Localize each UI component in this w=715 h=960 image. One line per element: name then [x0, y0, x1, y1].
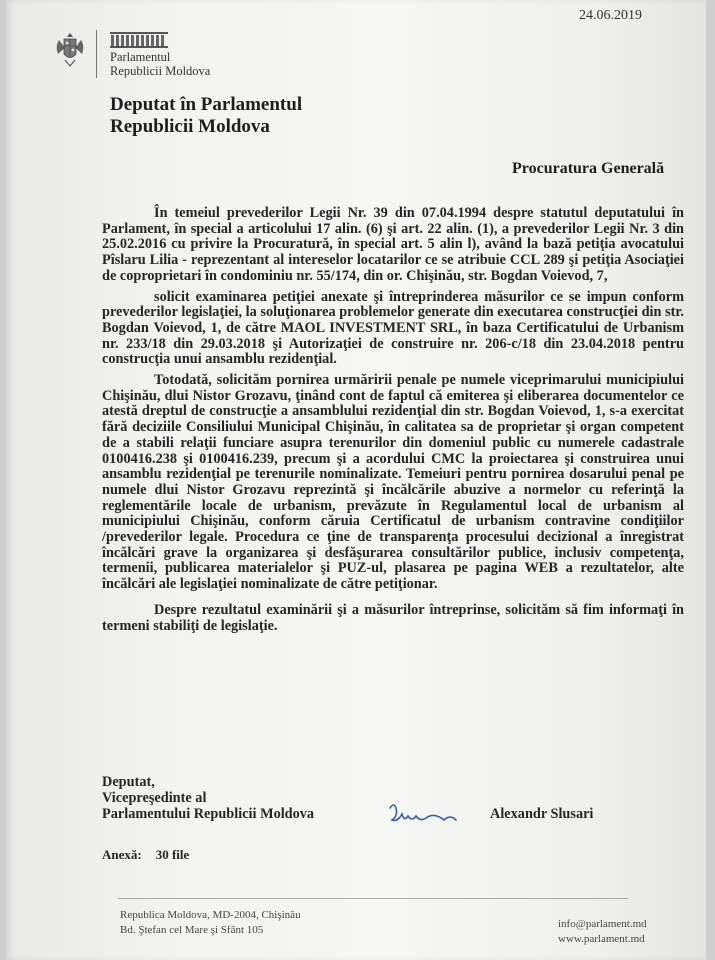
footer-address	[120, 908, 301, 938]
letter-body	[102, 206, 684, 634]
parliament-logo-text	[110, 50, 210, 78]
annex	[102, 847, 189, 863]
signature-block	[102, 774, 314, 822]
logo-line-1: Parlamentul	[110, 50, 171, 64]
sender-heading	[110, 94, 302, 138]
heading-line-2: Republicii Moldova	[110, 116, 270, 137]
signature-title-1: Deputat,	[102, 774, 155, 790]
parliament-building-icon	[110, 30, 170, 50]
signature-title-3: Parlamentului Republicii Moldova	[102, 806, 315, 822]
recipient: Procuratura Generală	[512, 160, 665, 177]
handwritten-signature	[386, 800, 476, 830]
paragraph-2: solicit examinarea petiţiei anexate şi întreprinderea măsurilor ce se impun conform prevederilor legislaţiei, la soluţionarea problemelor generate din executarea construcţiei din str. Bogdan Voievod, 1, de către MAOL INVESTMENT SRL, în baza Certificatului de Urbanism nr. 233/18 din 29.03.2018 şi Autorizaţiei de construire nr. 206-c/18 din 23.04.2018 pentru construcţia unui ansamblu rezidenţial.	[102, 288, 684, 368]
paragraph-4: Despre rezultatul examinării şi a măsurilor întreprinse, solicităm să fim informaţi în termeni stabiliţi de legislaţie.	[102, 601, 684, 634]
footer-contacts	[558, 917, 647, 947]
footer-email: info@parlament.md	[558, 918, 647, 930]
footer-divider	[118, 898, 628, 899]
paragraph-3: Totodată, solicităm pornirea urmăririi penale pe numele viceprimarului municipiului Chişinău, dlui Nistor Grozavu, ţinând cont de faptul că emiterea şi eliberarea documentelor ce atestă dreptul de construcţie a ansamblului rezidenţial din str. Bogdan Voievod, 1, s-a exercitat fără deciziile Consiliului Municipal Chişinău, în calitatea sa de proprietar şi organ competent de a stabili relaţii funciare asupra terenurilor din domeniul public cu numerele cadastrale 0100416.238 şi 0100416.239, precum şi a acordului CMC la proiectarea şi construirea unui ansamblu rezidenţial pe terenurile nominalizate. Temeiuri pentru pornirea dosarului penal pe numele dlui Nistor Grozavu reprezintă şi încălcările abuzive a normelor cu referinţă la reglementările locale de urbanism, prevăzute în Regulamentul local de urbanism al municipiului Chişinău, conform căruia Certificatul de urbanism contravine condiţiilor /prevederilor legale. Procedura ce ţine de transparenţa procesului decizional a înregistrat încălcări grave la organizarea şi desfăşurarea consultărilor publice, inclusiv competenţa, termenii, publicarea materialelor şi PUZ-ul, plasarea pe pagina WEB a rezultatelor, alte încălcări ale legislaţiei nominalizate de către petiţionar.	[102, 372, 684, 593]
footer-address-line-1: Republica Moldova, MD-2004, Chişinău	[120, 909, 301, 921]
annex-label: Anexă:	[102, 847, 142, 862]
heading-line-1: Deputat în Parlamentul	[110, 94, 303, 115]
footer-website: www.parlament.md	[558, 933, 645, 945]
document-date: 24.06.2019	[579, 8, 642, 23]
paragraph-1: În temeiul prevederilor Legii Nr. 39 din 07.04.1994 despre statutul deputatului în Parlament, în special a articolului 17 alin. (6) şi art. 22 alin. (1), a prevederilor Legii Nr. 3 din 25.02.2016 cu privire la Procuratură, în special art. 5 alin l), având la bază petiţia avocatului Pîslaru Lilia - reprezentant al intereselor locatarilor ce se atribuie CCL 289 şi petiţia Asociaţiei de coproprietari în condominiu nr. 55/174, din or. Chişinău, str. Bogdan Voievod, 7,	[102, 205, 684, 284]
logo-line-2: Republicii Moldova	[110, 64, 211, 78]
logo-divider	[96, 30, 97, 78]
moldova-coat-of-arms-icon	[53, 30, 87, 70]
footer-address-line-2: Bd. Ştefan cel Mare şi Sfânt 105	[120, 924, 264, 936]
letter-page	[6, 0, 706, 960]
signer-name: Alexandr Slusari	[490, 806, 594, 822]
annex-value: 30 file	[155, 847, 190, 862]
signature-title-2: Vicepreşedinte al	[102, 790, 207, 806]
